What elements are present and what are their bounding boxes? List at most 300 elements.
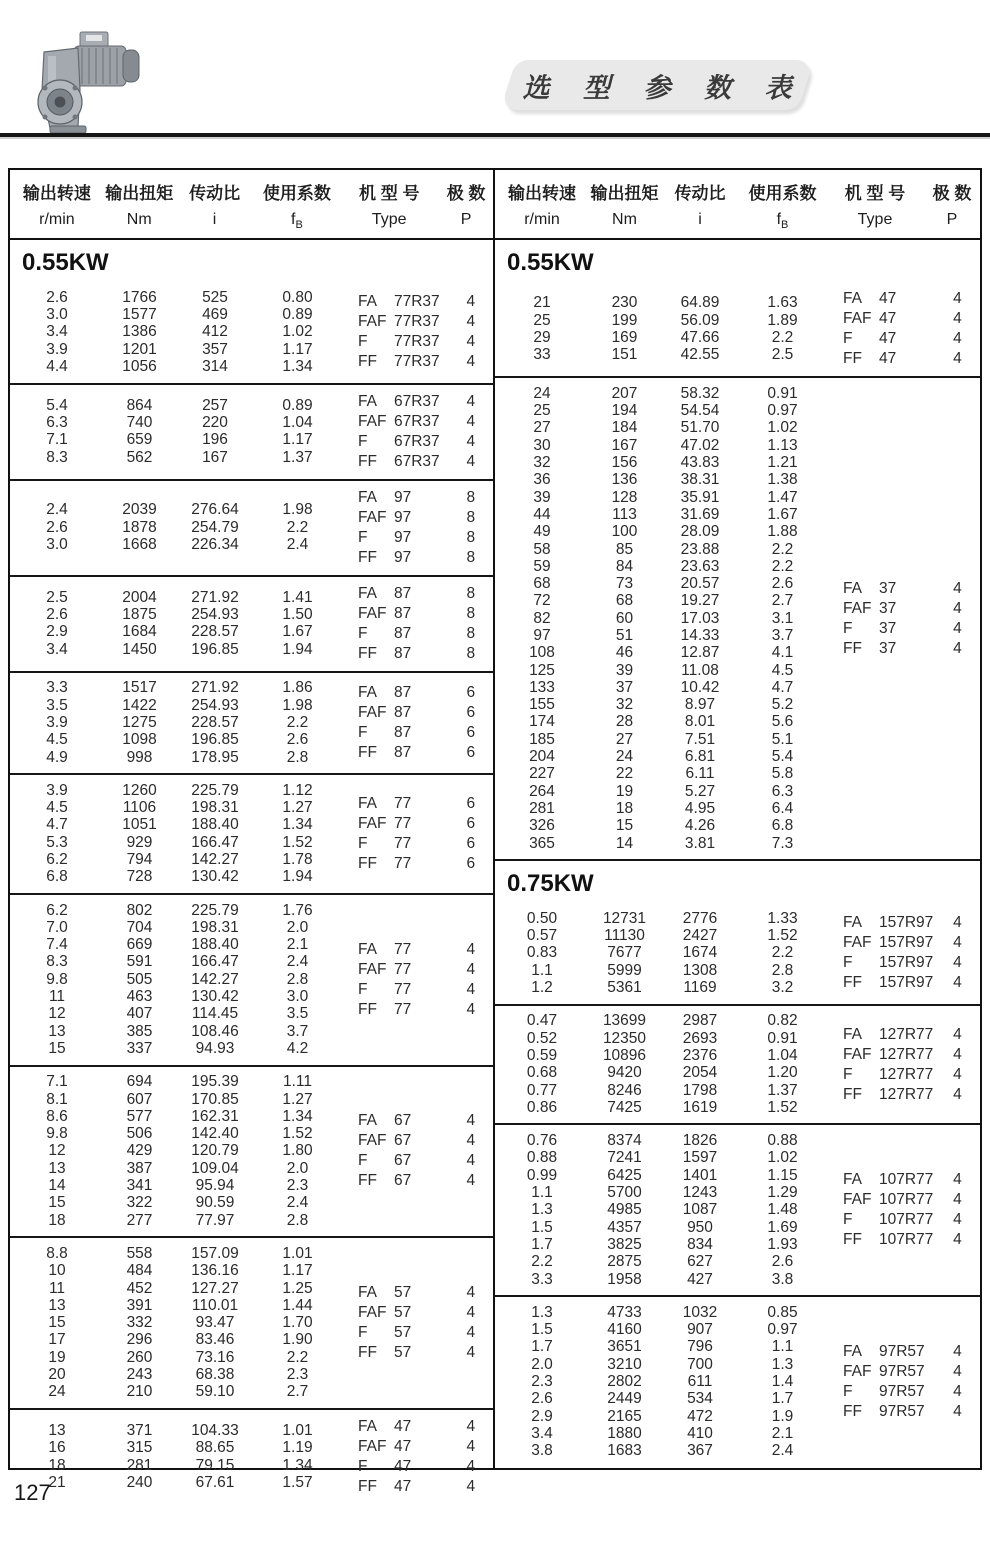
model-prefix: FAF xyxy=(843,1362,872,1380)
table-row xyxy=(10,432,340,449)
service-factor-cell: 5.1 xyxy=(771,730,794,748)
service-factor-cell: 0.91 xyxy=(767,384,798,402)
ratio-cell: 225.79 xyxy=(191,901,239,919)
model-prefix: FA xyxy=(843,914,862,932)
ratio-cell: 127.27 xyxy=(191,1279,239,1297)
output-speed-cell: 2.6 xyxy=(46,288,68,306)
model-prefix: FF xyxy=(358,1000,377,1018)
model-type xyxy=(358,1477,449,1497)
model-size: 77R37 xyxy=(394,313,440,331)
model-type xyxy=(358,584,449,604)
model-group xyxy=(495,1006,980,1126)
model-size: 97 xyxy=(394,548,412,566)
table-left-half xyxy=(10,170,495,1495)
model-prefix: FA xyxy=(358,1284,377,1302)
unit-speed: r/min xyxy=(524,211,560,228)
ratio-cell: 38.31 xyxy=(680,471,720,489)
model-prefix: FF xyxy=(358,452,377,470)
output-speed-cell: 29 xyxy=(533,328,551,346)
pole-count-list xyxy=(935,913,980,993)
output-speed-cell: 25 xyxy=(533,402,551,420)
output-torque-cell: 136 xyxy=(611,471,638,489)
ratio-cell: 142.27 xyxy=(191,970,239,988)
table-row xyxy=(10,589,340,606)
output-speed-cell: 3.0 xyxy=(46,535,68,553)
gearmotor-photo xyxy=(20,26,148,145)
output-speed-cell: 0.57 xyxy=(526,927,558,945)
ratio-cell: 59.10 xyxy=(195,1383,235,1401)
model-size: 87 xyxy=(394,743,412,761)
table-row xyxy=(10,1108,340,1125)
data-rows xyxy=(495,385,825,852)
output-speed-cell: 18 xyxy=(48,1211,66,1229)
ratio-cell: 2776 xyxy=(682,909,718,927)
pole-count: 4 xyxy=(466,432,476,450)
table-row xyxy=(10,502,340,519)
model-prefix: FA xyxy=(843,1342,862,1360)
output-speed-cell: 365 xyxy=(529,834,555,852)
model-type xyxy=(358,352,449,372)
service-factor-cell: 1.17 xyxy=(282,431,313,449)
pole-count-list xyxy=(449,392,493,472)
output-speed-cell: 1.3 xyxy=(531,1303,553,1321)
output-speed-cell: 125 xyxy=(529,661,555,679)
service-factor-cell: 1.34 xyxy=(282,358,313,376)
ratio-cell: 109.04 xyxy=(191,1159,239,1177)
service-factor-cell: 1.80 xyxy=(282,1142,313,1160)
table-row xyxy=(10,414,340,431)
table-row xyxy=(10,937,340,954)
output-torque-cell: 13699 xyxy=(602,1012,647,1030)
ratio-cell: 35.91 xyxy=(680,488,720,506)
model-group xyxy=(10,1238,493,1410)
service-factor-cell: 1.01 xyxy=(282,1422,313,1440)
service-factor-cell: 1.44 xyxy=(282,1296,313,1314)
header-output-torque: 输出扭矩 xyxy=(105,184,174,203)
output-speed-cell: 10 xyxy=(48,1262,66,1280)
header-ratio: 传动比 xyxy=(674,184,726,203)
section-power-label: 0.55KW xyxy=(22,249,109,277)
output-speed-cell: 0.76 xyxy=(526,1132,558,1150)
table-row xyxy=(495,346,825,363)
output-speed-cell: 7.1 xyxy=(46,431,68,449)
model-type-list xyxy=(843,1342,935,1422)
table-row xyxy=(10,289,340,306)
table-row xyxy=(10,919,340,936)
ratio-cell: 77.97 xyxy=(195,1211,235,1229)
model-prefix: FA xyxy=(358,683,377,701)
table-row xyxy=(10,782,340,799)
pole-count-list xyxy=(449,1283,493,1363)
table-row xyxy=(10,1366,340,1383)
model-size: 127R77 xyxy=(879,1065,934,1083)
pole-count: 8 xyxy=(466,624,476,642)
pole-count: 4 xyxy=(466,412,476,430)
model-size: 77 xyxy=(394,960,412,978)
model-type-list xyxy=(358,584,449,664)
model-group xyxy=(495,903,980,1005)
table-row xyxy=(10,749,340,766)
model-size: 87 xyxy=(394,624,412,642)
service-factor-cell: 6.8 xyxy=(771,817,794,835)
output-torque-cell: 2875 xyxy=(607,1253,642,1271)
ratio-cell: 525 xyxy=(202,288,228,306)
model-size: 57 xyxy=(394,1304,412,1322)
model-type xyxy=(843,1065,935,1085)
output-speed-cell: 49 xyxy=(533,523,551,541)
service-factor-cell: 2.2 xyxy=(286,713,309,731)
model-type-list xyxy=(843,289,935,369)
output-torque-cell: 1106 xyxy=(122,799,157,817)
pole-count: 4 xyxy=(953,974,962,992)
output-torque-cell: 1577 xyxy=(122,306,157,324)
table-row xyxy=(10,1195,340,1212)
model-type xyxy=(843,289,935,309)
pole-count: 8 xyxy=(466,488,476,506)
output-torque-cell: 1958 xyxy=(607,1270,642,1288)
table-row xyxy=(10,1457,340,1474)
model-size: 77R37 xyxy=(394,353,440,371)
output-torque-cell: 37 xyxy=(615,678,634,696)
header-output-speed: 输出转速 xyxy=(22,184,91,203)
ratio-cell: 6.11 xyxy=(685,765,715,783)
service-factor-cell: 1.52 xyxy=(282,833,313,851)
model-type xyxy=(843,1025,935,1045)
output-speed-cell: 39 xyxy=(533,488,551,506)
pole-count: 4 xyxy=(953,1231,962,1249)
model-type xyxy=(843,579,935,599)
model-size: 47 xyxy=(879,310,897,328)
output-torque-cell: 659 xyxy=(126,431,153,449)
ratio-cell: 2987 xyxy=(682,1012,718,1030)
model-size: 37 xyxy=(879,599,897,617)
table-row xyxy=(495,910,825,927)
model-size: 127R77 xyxy=(879,1025,934,1043)
output-speed-cell: 7.1 xyxy=(46,1073,68,1091)
output-torque-cell: 4160 xyxy=(607,1321,642,1339)
pole-count: 4 xyxy=(953,1065,962,1083)
table-row xyxy=(10,1384,340,1401)
output-speed-cell: 2.6 xyxy=(531,1390,553,1408)
pole-count: 4 xyxy=(466,1112,476,1130)
output-torque-cell: 85 xyxy=(615,540,634,558)
model-size: 107R77 xyxy=(879,1191,934,1209)
ratio-cell: 167 xyxy=(202,448,228,466)
output-torque-cell: 28 xyxy=(615,713,634,731)
table-row xyxy=(495,1184,825,1201)
ratio-cell: 93.47 xyxy=(195,1314,235,1332)
pole-count-list xyxy=(449,292,493,372)
pole-count: 4 xyxy=(953,290,962,308)
pole-count: 4 xyxy=(953,954,962,972)
output-speed-cell: 15 xyxy=(48,1194,66,1212)
service-factor-cell: 2.3 xyxy=(286,1177,309,1195)
pole-count: 6 xyxy=(466,703,476,721)
output-speed-cell: 185 xyxy=(529,730,555,748)
service-factor-cell: 2.8 xyxy=(286,1211,309,1229)
output-speed-cell: 6.2 xyxy=(46,851,68,868)
pole-count-list xyxy=(449,1417,493,1497)
output-torque-cell: 4733 xyxy=(607,1303,642,1321)
table-row xyxy=(10,1440,340,1457)
ratio-cell: 276.64 xyxy=(191,501,239,519)
table-row xyxy=(495,731,825,748)
pole-count: 4 xyxy=(953,914,962,932)
model-prefix: FAF xyxy=(358,604,387,622)
data-rows xyxy=(10,289,340,375)
model-type xyxy=(358,683,449,703)
ratio-cell: 42.55 xyxy=(680,346,720,364)
service-factor-cell: 1.67 xyxy=(767,505,798,523)
service-factor-cell: 1.9 xyxy=(771,1407,794,1425)
output-torque-cell: 39 xyxy=(615,661,634,679)
pole-count: 4 xyxy=(466,353,476,371)
ratio-cell: 104.33 xyxy=(191,1422,239,1440)
model-type xyxy=(358,312,449,332)
ratio-cell: 10.42 xyxy=(680,678,720,696)
pole-count: 4 xyxy=(466,1457,476,1475)
output-torque-cell: 387 xyxy=(126,1159,153,1177)
service-factor-cell: 1.04 xyxy=(767,1046,798,1064)
service-factor-cell: 5.2 xyxy=(771,696,794,714)
header-model-type: 机 型 号 xyxy=(359,184,420,203)
output-speed-cell: 2.6 xyxy=(46,606,68,624)
model-size: 57 xyxy=(394,1344,412,1362)
model-type xyxy=(843,619,935,639)
table-row xyxy=(10,536,340,553)
service-factor-cell: 1.52 xyxy=(767,1098,798,1116)
model-size: 87 xyxy=(394,683,412,701)
output-torque-cell: 5361 xyxy=(607,979,642,997)
table-row xyxy=(10,397,340,414)
ratio-cell: 28.09 xyxy=(680,523,720,541)
output-speed-cell: 15 xyxy=(48,1314,66,1332)
output-torque-cell: 194 xyxy=(611,402,638,420)
model-type xyxy=(358,548,449,568)
service-factor-cell: 1.19 xyxy=(282,1439,313,1457)
ratio-cell: 95.94 xyxy=(195,1177,235,1195)
output-torque-cell: 27 xyxy=(615,730,634,748)
output-speed-cell: 8.1 xyxy=(46,1090,68,1108)
ratio-cell: 196 xyxy=(202,431,228,449)
pole-count-list xyxy=(935,289,980,369)
model-size: 97R57 xyxy=(879,1382,925,1400)
model-prefix: FAF xyxy=(358,412,387,430)
output-speed-cell: 18 xyxy=(48,1456,66,1474)
service-factor-cell: 1.47 xyxy=(767,488,798,506)
output-torque-cell: 1056 xyxy=(122,358,157,376)
model-group xyxy=(10,481,493,577)
ratio-cell: 170.85 xyxy=(191,1090,239,1108)
data-rows xyxy=(10,397,340,466)
ratio-cell: 4.95 xyxy=(684,799,716,817)
model-prefix: F xyxy=(843,1382,853,1400)
model-type xyxy=(358,1417,449,1437)
model-size: 97R57 xyxy=(879,1362,925,1380)
service-factor-cell: 2.7 xyxy=(286,1383,309,1401)
ratio-cell: 31.69 xyxy=(680,505,720,523)
output-speed-cell: 8.3 xyxy=(46,448,68,466)
model-prefix: FF xyxy=(843,974,862,992)
ratio-cell: 188.40 xyxy=(191,936,239,954)
table-header-right xyxy=(495,170,980,240)
unit-torque: Nm xyxy=(126,211,152,228)
output-speed-cell: 14 xyxy=(48,1177,66,1195)
output-speed-cell: 11 xyxy=(48,1279,66,1297)
output-torque-cell: 4985 xyxy=(607,1201,642,1219)
model-size: 127R77 xyxy=(879,1085,934,1103)
service-factor-cell: 1.33 xyxy=(767,909,798,927)
ratio-cell: 225.79 xyxy=(191,781,239,799)
output-torque-cell: 998 xyxy=(126,748,153,766)
header-output-torque: 输出扭矩 xyxy=(590,184,659,203)
ratio-cell: 8.01 xyxy=(684,713,716,731)
output-torque-cell: 1260 xyxy=(122,781,157,799)
output-speed-cell: 3.9 xyxy=(46,781,68,799)
model-prefix: FAF xyxy=(358,1304,387,1322)
output-speed-cell: 2.2 xyxy=(531,1253,553,1271)
output-torque-cell: 2039 xyxy=(122,501,157,519)
output-torque-cell: 1766 xyxy=(122,288,157,306)
data-rows xyxy=(495,295,825,364)
model-type xyxy=(843,933,935,953)
model-size: 157R97 xyxy=(879,974,934,992)
output-torque-cell: 12731 xyxy=(602,909,647,927)
output-torque-cell: 505 xyxy=(126,970,153,988)
output-torque-cell: 1450 xyxy=(122,640,157,658)
output-torque-cell: 100 xyxy=(611,523,638,541)
model-size: 127R77 xyxy=(879,1045,934,1063)
table-row xyxy=(495,575,825,592)
output-torque-cell: 260 xyxy=(126,1348,153,1366)
model-size: 87 xyxy=(394,644,412,662)
model-size: 57 xyxy=(394,1284,412,1302)
model-size: 87 xyxy=(394,703,412,721)
output-speed-cell: 3.4 xyxy=(46,323,68,341)
output-torque-cell: 2165 xyxy=(607,1407,642,1425)
model-prefix: FF xyxy=(843,350,862,368)
ratio-cell: 19.27 xyxy=(680,592,720,610)
output-torque-cell: 1683 xyxy=(607,1442,642,1460)
service-factor-cell: 1.93 xyxy=(767,1235,798,1253)
output-speed-cell: 227 xyxy=(529,765,555,783)
data-rows xyxy=(495,1013,825,1117)
output-torque-cell: 591 xyxy=(126,953,153,971)
ratio-cell: 228.57 xyxy=(191,623,239,641)
output-speed-cell: 3.4 xyxy=(46,640,68,658)
pole-count: 4 xyxy=(953,599,962,617)
model-prefix: F xyxy=(843,1211,853,1229)
data-rows xyxy=(10,902,340,1058)
service-factor-cell: 3.1 xyxy=(771,609,794,627)
model-prefix: FF xyxy=(358,644,377,662)
table-row xyxy=(10,732,340,749)
model-type xyxy=(843,1085,935,1105)
model-size: 47 xyxy=(394,1477,412,1495)
table-row xyxy=(495,697,825,714)
table-row xyxy=(495,1030,825,1047)
table-row xyxy=(10,1245,340,1262)
table-row xyxy=(495,645,825,662)
ratio-cell: 228.57 xyxy=(191,713,239,731)
table-row xyxy=(10,624,340,641)
model-prefix: FAF xyxy=(358,508,387,526)
table-row xyxy=(10,324,340,341)
table-row xyxy=(495,1065,825,1082)
pole-count: 4 xyxy=(466,1172,476,1190)
model-prefix: F xyxy=(358,1457,368,1475)
output-torque-cell: 18 xyxy=(615,799,634,817)
model-size: 37 xyxy=(879,619,897,637)
output-torque-cell: 1422 xyxy=(122,696,157,714)
model-prefix: FF xyxy=(358,1172,377,1190)
output-speed-cell: 8.8 xyxy=(46,1244,68,1262)
pole-count: 4 xyxy=(466,940,476,958)
output-speed-cell: 11 xyxy=(48,988,66,1006)
model-prefix: FA xyxy=(843,1025,862,1043)
table-row xyxy=(495,1339,825,1356)
ratio-cell: 12.87 xyxy=(680,644,720,662)
pole-count-list xyxy=(935,1170,980,1250)
output-torque-cell: 484 xyxy=(126,1262,153,1280)
model-prefix: FF xyxy=(358,548,377,566)
model-type xyxy=(843,349,935,369)
service-factor-cell: 1.67 xyxy=(282,623,313,641)
output-speed-cell: 6.2 xyxy=(46,901,68,919)
table-row xyxy=(495,766,825,783)
output-speed-cell: 155 xyxy=(529,696,555,714)
model-prefix: FF xyxy=(358,1477,377,1495)
output-speed-cell: 264 xyxy=(529,782,555,800)
output-torque-cell: 463 xyxy=(126,988,153,1006)
model-size: 157R97 xyxy=(879,934,934,952)
table-row xyxy=(495,454,825,471)
output-speed-cell: 5.3 xyxy=(46,833,68,851)
table-row xyxy=(10,1297,340,1314)
ratio-cell: 43.83 xyxy=(680,454,720,472)
output-speed-cell: 4.4 xyxy=(46,358,68,376)
output-torque-cell: 5999 xyxy=(607,961,642,979)
output-torque-cell: 3651 xyxy=(607,1338,642,1356)
output-torque-cell: 113 xyxy=(612,505,637,523)
model-size: 77 xyxy=(394,980,412,998)
model-size: 77 xyxy=(394,855,412,873)
output-speed-cell: 6.8 xyxy=(46,868,68,886)
service-factor-cell: 1.20 xyxy=(767,1064,798,1082)
table-row xyxy=(10,680,340,697)
model-type xyxy=(843,1230,935,1250)
model-size: 67R37 xyxy=(394,412,440,430)
table-row xyxy=(495,1082,825,1099)
output-speed-cell: 2.9 xyxy=(46,623,68,641)
model-type-list xyxy=(358,794,449,874)
model-prefix: FF xyxy=(358,855,377,873)
model-group xyxy=(495,378,980,861)
ratio-cell: 47.66 xyxy=(680,328,720,346)
model-prefix: FA xyxy=(358,392,377,410)
model-group xyxy=(495,1297,980,1467)
service-factor-cell: 1.52 xyxy=(767,927,798,945)
ratio-cell: 130.42 xyxy=(191,988,239,1006)
left-column-body xyxy=(10,240,493,1504)
pole-count: 8 xyxy=(466,644,476,662)
ratio-cell: 1169 xyxy=(683,979,717,997)
table-row xyxy=(10,1474,340,1491)
service-factor-cell: 2.2 xyxy=(771,944,794,962)
table-row xyxy=(10,869,340,886)
model-size: 97 xyxy=(394,508,412,526)
service-factor-cell: 2.2 xyxy=(286,1348,309,1366)
